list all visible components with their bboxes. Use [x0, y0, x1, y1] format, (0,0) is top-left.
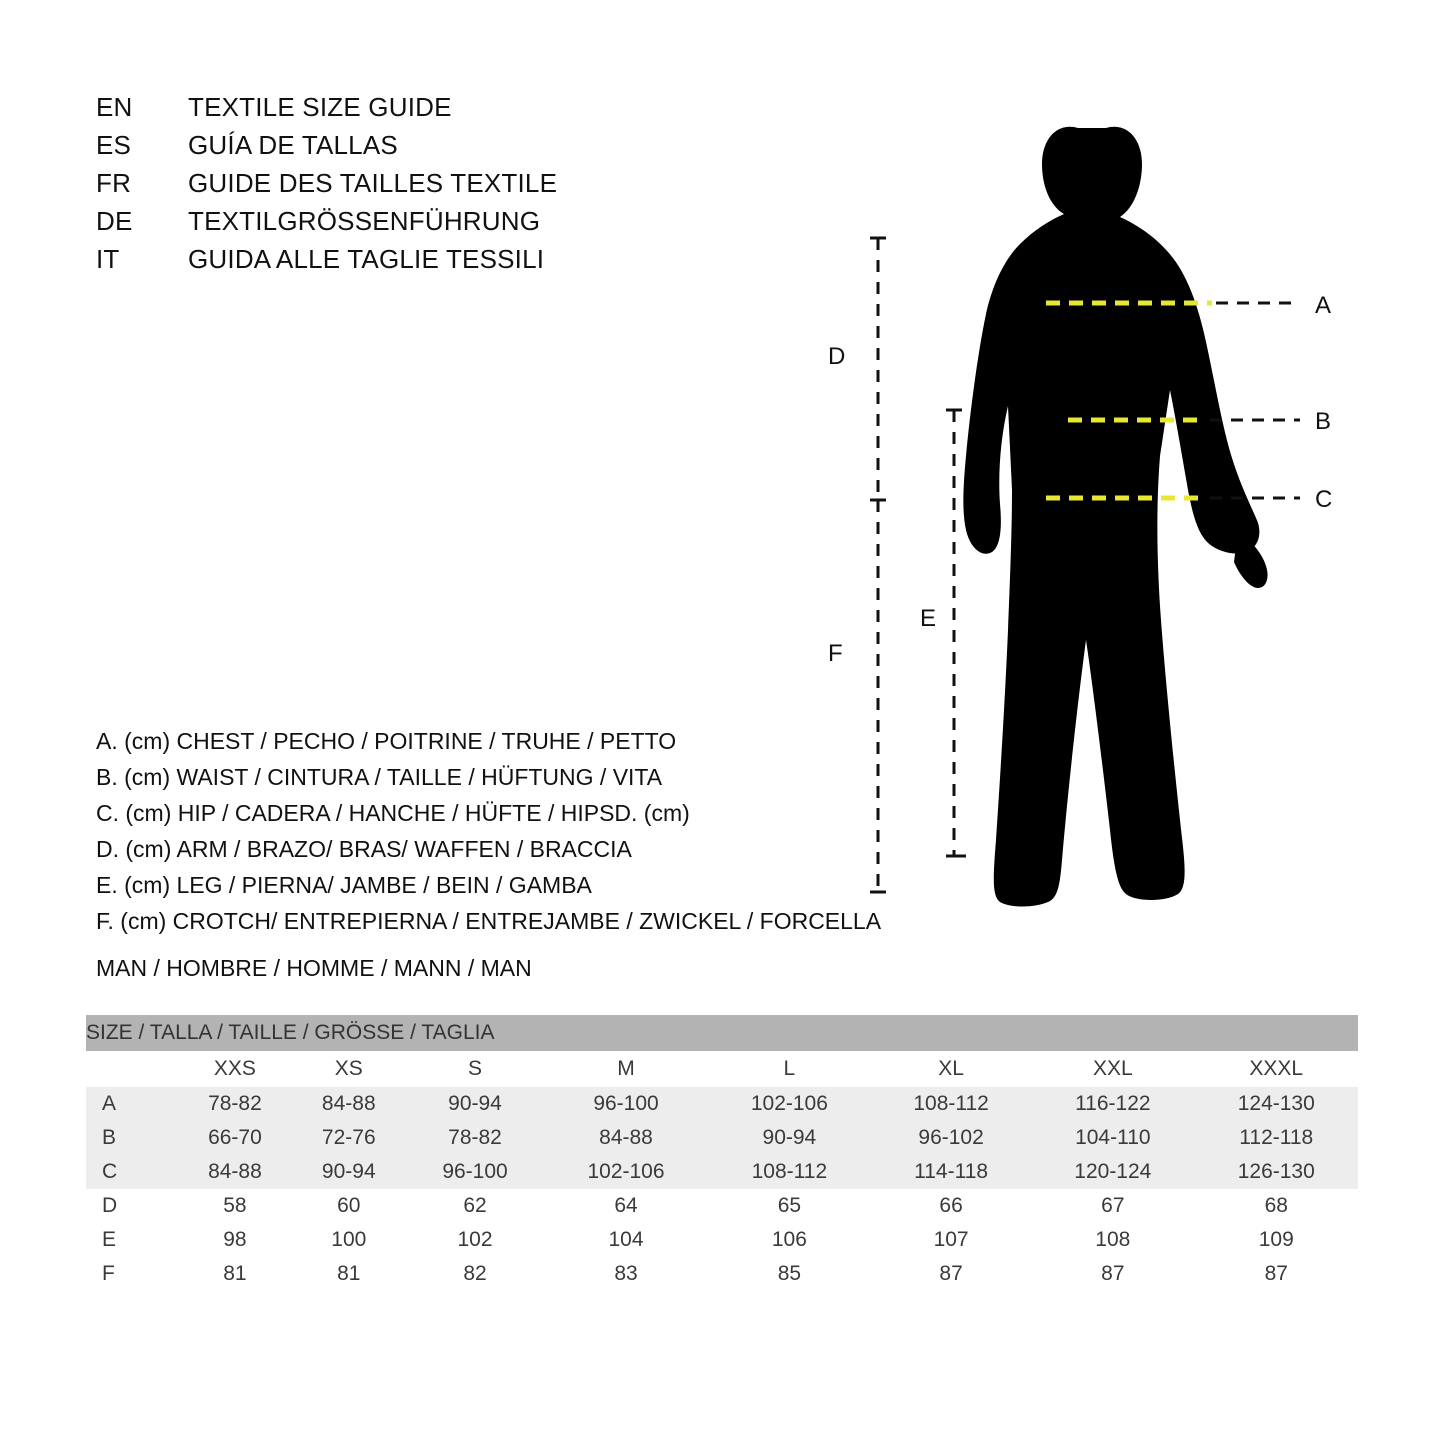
- title-lang-it: IT: [96, 244, 120, 274]
- cell-c-xxxl: 126-130: [1195, 1155, 1358, 1189]
- legend-item-a: A. (cm) CHEST / PECHO / POITRINE / TRUHE / PETTO: [96, 728, 677, 754]
- title-lang-fr: FR: [96, 168, 132, 198]
- title-lang-es: ES: [96, 130, 132, 160]
- cell-a-xs: 84-88: [292, 1087, 406, 1121]
- title-row: [96, 88, 796, 126]
- cell-a-xxxl: 124-130: [1195, 1087, 1358, 1121]
- legend-item-b: B. (cm) WAIST / CINTURA / TAILLE / HÜFTUNG / VITA: [96, 764, 663, 790]
- cell-c-xxs: 84-88: [178, 1155, 292, 1189]
- cell-e-xxs: 98: [178, 1223, 292, 1257]
- cell-d-xs: 60: [292, 1189, 406, 1223]
- cell-a-xxs: 78-82: [178, 1087, 292, 1121]
- cell-f-s: 82: [406, 1257, 545, 1291]
- cell-d-xl: 66: [871, 1189, 1031, 1223]
- row-label-d: D: [86, 1189, 178, 1223]
- cell-f-l: 85: [708, 1257, 871, 1291]
- title-text-it: GUIDA ALLE TAGLIE TESSILI: [188, 244, 545, 274]
- title-lang-en: EN: [96, 92, 133, 122]
- marker-label-a: A: [1315, 292, 1332, 319]
- cell-c-xs: 90-94: [292, 1155, 406, 1189]
- marker-label-f: F: [828, 640, 843, 667]
- cell-b-xxl: 104-110: [1031, 1121, 1194, 1155]
- size-table: [86, 1015, 1358, 1291]
- row-label-b: B: [86, 1121, 178, 1155]
- column-header-xxxl: XXXL: [1195, 1051, 1358, 1087]
- table-row: [86, 1189, 1358, 1223]
- table-row: [86, 1087, 1358, 1121]
- cell-d-xxxl: 68: [1195, 1189, 1358, 1223]
- title-block: [96, 88, 796, 278]
- cell-a-m: 96-100: [544, 1087, 707, 1121]
- cell-c-xxl: 120-124: [1031, 1155, 1194, 1189]
- row-label-e: E: [86, 1223, 178, 1257]
- title-text-fr: GUIDE DES TAILLES TEXTILE: [188, 168, 558, 198]
- cell-b-xxxl: 112-118: [1195, 1121, 1358, 1155]
- cell-a-xxl: 116-122: [1031, 1087, 1194, 1121]
- cell-b-xl: 96-102: [871, 1121, 1031, 1155]
- cell-b-l: 90-94: [708, 1121, 871, 1155]
- marker-label-e: E: [920, 605, 937, 632]
- cell-c-l: 108-112: [708, 1155, 871, 1189]
- cell-f-xxl: 87: [1031, 1257, 1194, 1291]
- cell-f-xs: 81: [292, 1257, 406, 1291]
- cell-b-xs: 72-76: [292, 1121, 406, 1155]
- title-text-de: TEXTILGRÖSSENFÜHRUNG: [188, 206, 541, 236]
- table-row: [86, 1121, 1358, 1155]
- cell-e-xl: 107: [871, 1223, 1031, 1257]
- cell-a-s: 90-94: [406, 1087, 545, 1121]
- column-header-xs: XS: [292, 1051, 406, 1087]
- table-row: [86, 1257, 1358, 1291]
- title-row: [96, 240, 796, 278]
- cell-b-s: 78-82: [406, 1121, 545, 1155]
- title-row: [96, 164, 796, 202]
- measurement-legend: [96, 723, 896, 939]
- marker-label-b: B: [1315, 408, 1332, 435]
- cell-c-m: 102-106: [544, 1155, 707, 1189]
- cell-e-l: 106: [708, 1223, 871, 1257]
- cell-d-xxl: 67: [1031, 1189, 1194, 1223]
- column-header-m: M: [544, 1051, 707, 1087]
- title-text-en: TEXTILE SIZE GUIDE: [188, 92, 452, 122]
- cell-e-xs: 100: [292, 1223, 406, 1257]
- cell-d-s: 62: [406, 1189, 545, 1223]
- cell-d-m: 64: [544, 1189, 707, 1223]
- marker-label-d: D: [828, 343, 846, 370]
- cell-e-xxxl: 109: [1195, 1223, 1358, 1257]
- legend-item-e: E. (cm) LEG / PIERNA/ JAMBE / BEIN / GAMBA: [96, 872, 592, 898]
- cell-f-m: 83: [544, 1257, 707, 1291]
- cell-c-s: 96-100: [406, 1155, 545, 1189]
- row-label-c: C: [86, 1155, 178, 1189]
- cell-e-m: 104: [544, 1223, 707, 1257]
- title-text-es: GUÍA DE TALLAS: [188, 130, 398, 160]
- cell-f-xxxl: 87: [1195, 1257, 1358, 1291]
- table-row: [86, 1155, 1358, 1189]
- table-title-row: [86, 1015, 1358, 1051]
- table-row: [86, 1223, 1358, 1257]
- gender-label: MAN / HOMBRE / HOMME / MANN / MAN: [96, 955, 532, 981]
- row-label-a: A: [86, 1087, 178, 1121]
- cell-d-xxs: 58: [178, 1189, 292, 1223]
- cell-f-xl: 87: [871, 1257, 1031, 1291]
- cell-a-xl: 108-112: [871, 1087, 1031, 1121]
- header-corner: [86, 1051, 178, 1087]
- row-label-f: F: [86, 1257, 178, 1291]
- title-row: [96, 202, 796, 240]
- legend-item-f: F. (cm) CROTCH/ ENTREPIERNA / ENTREJAMBE / ZWICKEL / FORCELLA: [96, 908, 882, 934]
- legend-item-d: D. (cm) ARM / BRAZO/ BRAS/ WAFFEN / BRACCIA: [96, 836, 632, 862]
- column-header-xxs: XXS: [178, 1051, 292, 1087]
- marker-label-c: C: [1315, 486, 1333, 513]
- figure-diagram: [820, 60, 1400, 960]
- column-header-xxl: XXL: [1031, 1051, 1194, 1087]
- title-row: [96, 126, 796, 164]
- table-title: SIZE / TALLA / TAILLE / GRÖSSE / TAGLIA: [86, 1015, 1358, 1051]
- column-header-xl: XL: [871, 1051, 1031, 1087]
- cell-f-xxs: 81: [178, 1257, 292, 1291]
- table-header-row: [86, 1051, 1358, 1087]
- column-header-s: S: [406, 1051, 545, 1087]
- cell-c-xl: 114-118: [871, 1155, 1031, 1189]
- legend-item-c: C. (cm) HIP / CADERA / HANCHE / HÜFTE / HIPSD. (cm): [96, 800, 690, 826]
- measure-lines: [820, 60, 1400, 960]
- column-header-l: L: [708, 1051, 871, 1087]
- cell-b-xxs: 66-70: [178, 1121, 292, 1155]
- cell-b-m: 84-88: [544, 1121, 707, 1155]
- cell-a-l: 102-106: [708, 1087, 871, 1121]
- cell-e-xxl: 108: [1031, 1223, 1194, 1257]
- title-lang-de: DE: [96, 206, 133, 236]
- cell-e-s: 102: [406, 1223, 545, 1257]
- cell-d-l: 65: [708, 1189, 871, 1223]
